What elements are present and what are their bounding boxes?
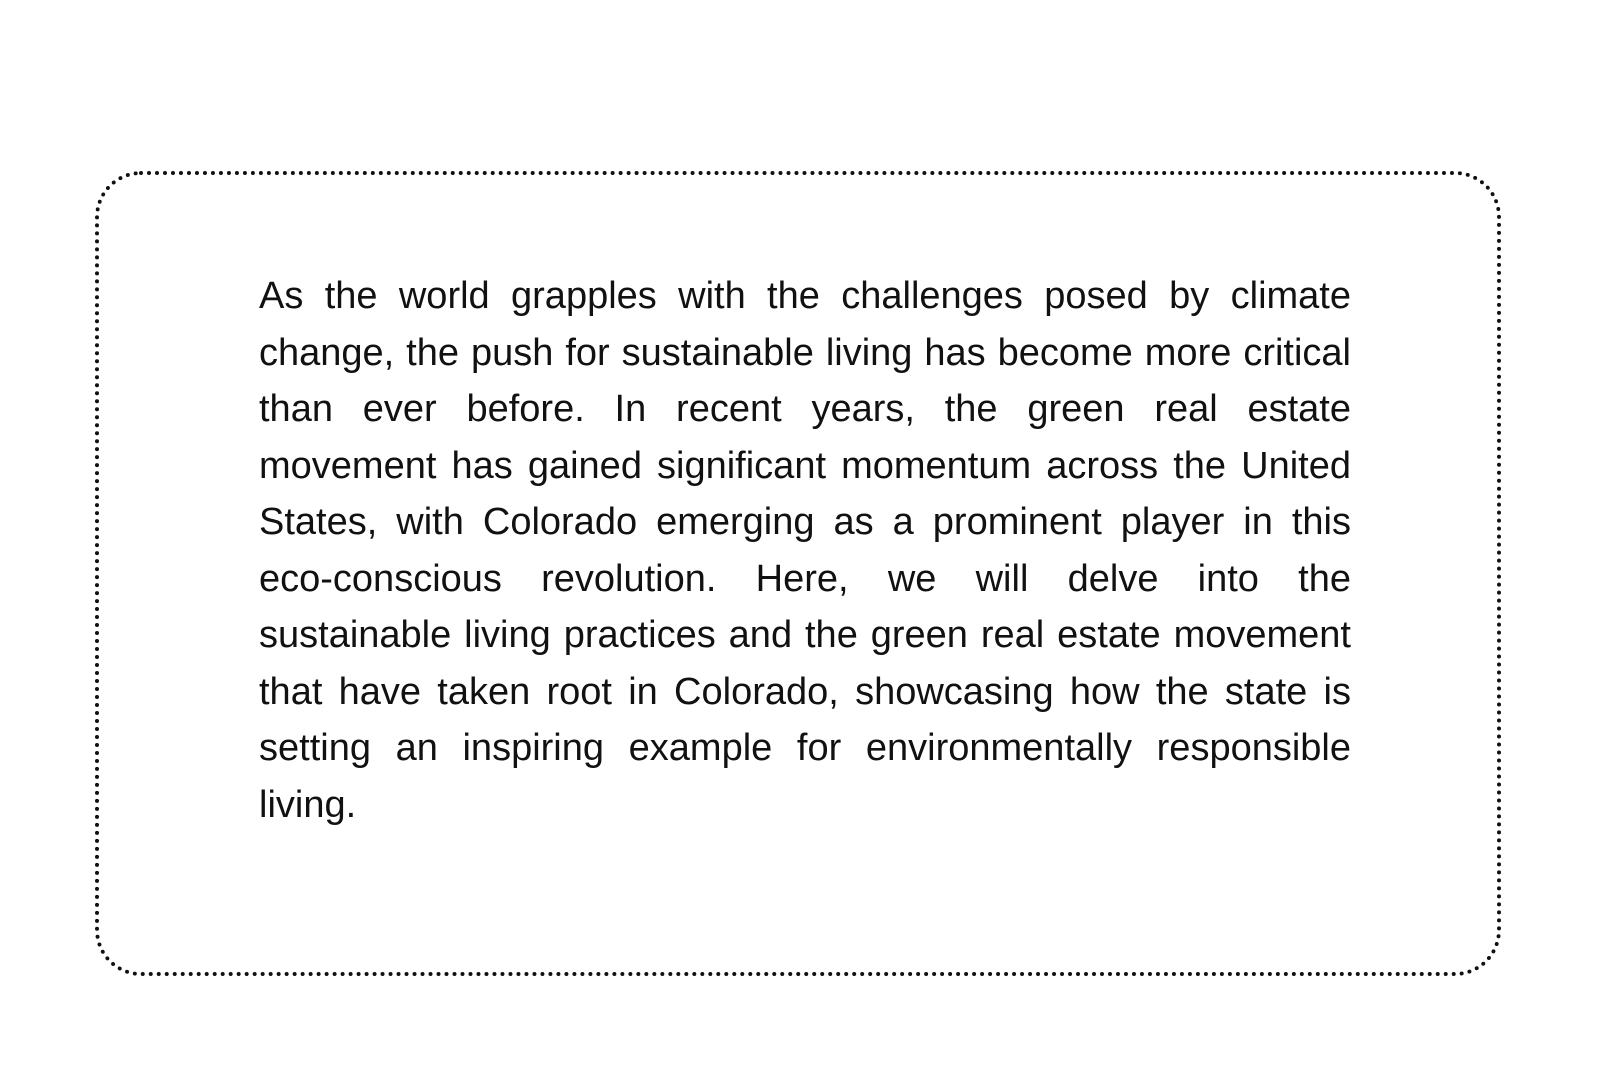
body-paragraph: As the world grapples with the challenges posed by climate change, the push for sustainable living has become more critical than ever before. In recent years, the green real estate movement has gained significant momentum across the United States, with Colorado emerging as a prominent player in this eco-conscious revolution. Here, we will delve into the sustainable living practices and the green real estate movement that have taken root in Colorado, showcasing how the state is setting an inspiring example for environmentally responsible living. — [259, 275, 1351, 826]
